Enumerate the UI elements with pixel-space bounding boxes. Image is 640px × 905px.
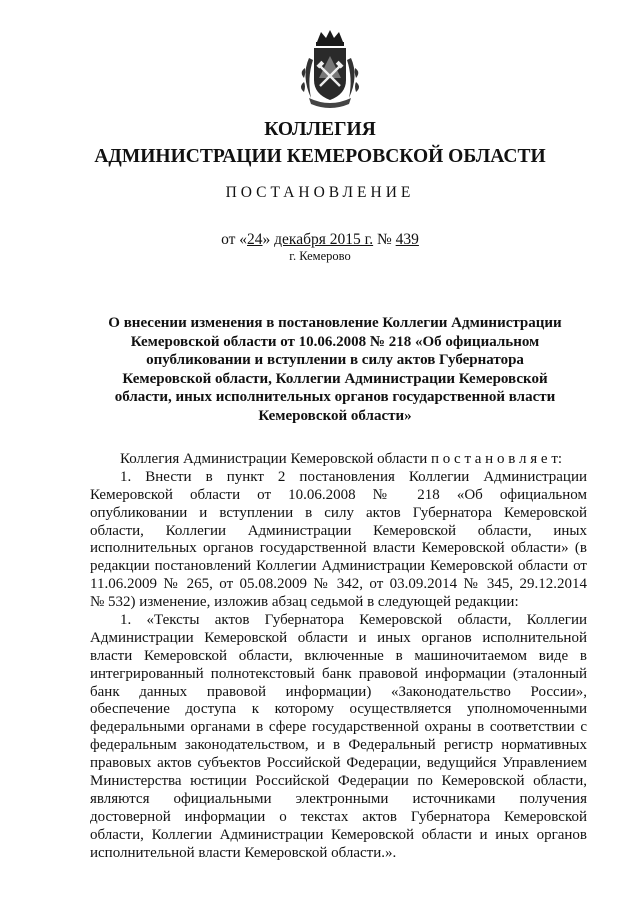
body-line: № 532) изменение, изложив абзац седьмой в следующей редакции: <box>90 594 519 611</box>
body-line: федеральным законодательством, и в Федеральный регистр нормативных <box>90 737 587 754</box>
document-body <box>90 451 587 862</box>
body-line: 1. «Тексты актов Губернатора Кемеровской области, Коллегии <box>120 612 587 629</box>
body-line: 1. Внести в пункт 2 постановления Коллегии Администрации <box>120 468 587 485</box>
body-line: интегрированный полнотекстовый банк правовой информации (эталонный <box>90 665 587 682</box>
body-line: правовых актов субъектов Российской Федерации, ведущийся Управлением <box>90 755 587 772</box>
subject-line: области, иных исполнительных органов государственной власти <box>114 389 556 406</box>
body-line: банк данных правовой информации) «Законодательство России», <box>90 683 587 700</box>
date-month-year: декабря 2015 г. <box>274 231 374 248</box>
body-line: обеспечение доступа к которому осуществляется уполномоченными <box>90 701 587 718</box>
document-subject <box>90 314 580 426</box>
body-line: области, Коллегии Администрации Кемеровской области, иных <box>90 522 587 539</box>
date-mid: » <box>262 231 271 248</box>
number-sign: № <box>376 231 392 248</box>
body-line: Коллегия Администрации Кемеровской области п о с т а н о в л я е т: <box>120 451 563 467</box>
body-line: области, Коллегии Администрации Кемеровской области и иных органов <box>90 826 587 843</box>
body-line: исполнительной власти Кемеровской области.». <box>90 844 397 861</box>
kemerovo-coat-of-arms-icon <box>295 28 365 110</box>
date-day: 24 <box>247 231 263 248</box>
subject-line: опубликовании и вступлении в силу актов Губернатора <box>146 352 524 369</box>
body-line: Администрации Кемеровской области и иных органов исполнительной <box>90 629 587 646</box>
subject-line: Кемеровской области от 10.06.2008 № 218 «Об официальном <box>130 333 540 350</box>
subject-line: Кемеровской области, Коллегии Администрации Кемеровской <box>122 370 548 387</box>
body-line: федеральными органами в сфере государственной охраны в соответствии с <box>90 719 587 736</box>
subject-line: Кемеровской области» <box>258 407 412 424</box>
document-type: ПОСТАНОВЛЕНИЕ <box>225 184 415 201</box>
body-line: Министерства юстиции Российской Федерации по Кемеровской области, <box>90 773 587 790</box>
body-line: Кемеровской области от 10.06.2008 № 218 «Об официальном <box>90 486 587 503</box>
document-number: 439 <box>395 231 419 248</box>
body-line: исполнительных органов государственной власти Кемеровской области» (в <box>90 540 587 557</box>
body-line: опубликовании и вступлении в силу актов Губернатора Кемеровской <box>90 504 587 521</box>
date-prefix: от « <box>221 231 248 248</box>
document-date-line <box>0 230 640 250</box>
body-line: достоверной информации о текстах актов Губернатора Кемеровской <box>90 808 587 825</box>
document-city: г. Кемерово <box>289 249 351 263</box>
subject-line: О внесении изменения в постановление Коллегии Администрации <box>108 315 562 331</box>
body-line: 11.06.2009 № 265, от 05.08.2009 № 342, от 03.09.2014 № 345, 29.12.2014 <box>90 576 587 593</box>
org-title-line2: АДМИНИСТРАЦИИ КЕМЕРОВСКОЙ ОБЛАСТИ <box>94 146 546 167</box>
body-line: власти Кемеровской области, включенные в машиночитаемом виде в <box>90 647 587 664</box>
body-line: являются официальными электронными источниками получения <box>90 790 587 807</box>
org-title-line1: КОЛЛЕГИЯ <box>264 119 376 140</box>
body-line: редакции постановлений Коллегии Администрации Кемеровской области от <box>90 558 587 575</box>
